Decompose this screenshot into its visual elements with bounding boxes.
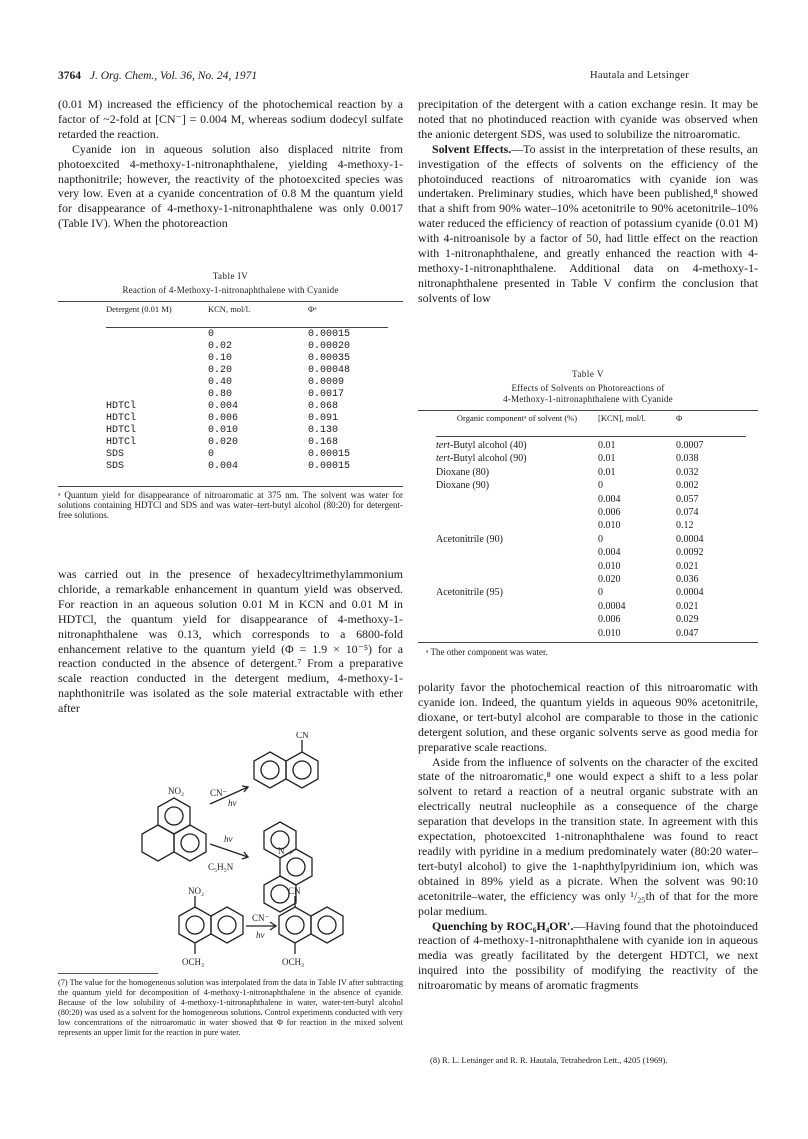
table-cell: 0.021: [676, 600, 699, 612]
scheme-label: N: [278, 846, 285, 856]
table-title: Table IV: [212, 271, 249, 281]
table-cell: [106, 377, 208, 389]
table-cell: SDS: [106, 461, 125, 472]
scheme-label: C₅H₅N: [208, 862, 234, 872]
table-cell: [436, 627, 598, 640]
journal-citation: J. Org. Chem., Vol. 36, No. 24, 1971: [89, 70, 258, 82]
table-iv: [58, 271, 403, 520]
table-caption: 4-Methoxy-1-nitronaphthalene with Cyanide: [503, 394, 673, 404]
footnote-rule: [58, 973, 158, 974]
table-cell: 0.0009: [308, 377, 345, 388]
paragraph: polarity favor the photochemical reaction of this nitroaromatic with cyanide ion. Indeed, the quantum yields in aqueous 90% acetonitrile, dioxane, or tert-butyl alcohol are comparable to those in the cationic detergent solution, and these organic solvents serve as good media for preparative scale reactions.: [418, 680, 758, 754]
scheme-label: OCH₃: [182, 957, 205, 967]
nitronaphthalene-structure: [142, 798, 206, 861]
table-cell: 0.01: [598, 453, 616, 465]
table-cell: [106, 353, 208, 365]
table-cell: [106, 341, 208, 353]
table-row: [106, 413, 386, 425]
table-cell: [106, 329, 208, 341]
table-cell: 0.01: [598, 466, 616, 478]
right-column-top: [418, 97, 758, 306]
table-row: [436, 506, 746, 519]
table-footnote: ᵃ Quantum yield for disappearance of nitroaromatic at 375 nm. The solvent was water for solutions containing HDTCl and SDS and was water–tert-butyl alcohol (80:20) for detergent-free solutions.: [58, 490, 403, 520]
table-cell: SDS: [106, 449, 125, 460]
table-row: [436, 452, 746, 465]
scheme-label: OCH₃: [282, 957, 305, 967]
table-row: [106, 377, 386, 389]
column-header: Detergent (0.01 M): [106, 304, 172, 314]
table-cell: 0.032: [676, 466, 699, 478]
table-cell: 0.006: [598, 507, 621, 519]
table-row: [106, 449, 386, 461]
left-column-top: [58, 97, 403, 231]
table-cell: 0.057: [676, 493, 699, 505]
column-header: Organic componentᵃ of solvent (%): [456, 413, 578, 423]
scheme-label: CN: [288, 886, 301, 896]
table-cell: tert-Butyl alcohol (90): [436, 453, 527, 465]
table-row: [436, 439, 746, 452]
scheme-label: NO₂: [168, 786, 185, 796]
table-row: [106, 329, 386, 341]
right-column-bottom: [418, 680, 758, 993]
methoxynaphthonitrile-structure: [279, 896, 343, 954]
column-header: Φ: [676, 413, 683, 423]
table-rule: [58, 486, 403, 487]
paragraph: Aside from the influence of solvents on the character of the excited state of the nitroaromatic,⁸ one would expect a shift to a less polar solvent to retard a reaction of a neutral organic substrate with an electrically neutral nucleophile as a consequence of the charge separation that develops in the transition state. In agreement with this expectation, photoexcited 1-nitronaphthalene was found to react readily with pyridine in a medium predominately water (80:20 water–tert-butyl alcohol) to give the 1-naphthylpyridinium ion, which was obtained in 89% yield as a picrate. When the solvent was 90:10 acetonitrile–water, the efficiency was only ¹/₂₅th of that for the more polar medium.: [418, 754, 758, 918]
table-cell: 0.020: [208, 437, 239, 448]
table-cell: 0.0004: [598, 600, 626, 612]
table-cell: HDTCl: [106, 413, 137, 424]
table-row: [106, 341, 386, 353]
scheme-label: hν: [228, 798, 237, 808]
reaction-scheme: [120, 732, 380, 972]
table-cell: 0.010: [208, 425, 239, 436]
table-cell: [106, 389, 208, 401]
table-caption: Effects of Solvents on Photoreactions of: [511, 383, 665, 393]
table-cell: [106, 365, 208, 377]
table-cell: [436, 613, 598, 626]
table-v-header: [436, 413, 746, 423]
table-iv-rows: [106, 329, 386, 473]
table-v: [418, 369, 758, 657]
table-cell: 0: [598, 480, 603, 492]
scheme-label: +: [288, 848, 294, 858]
table-cell: 0.010: [598, 520, 621, 532]
table-cell: 0.00020: [308, 341, 351, 352]
table-row: [436, 519, 746, 532]
table-row: [106, 365, 386, 377]
scheme-label: hν: [224, 834, 233, 844]
table-cell: 0.004: [208, 461, 239, 472]
table-cell: 0.40: [208, 377, 233, 388]
table-cell: [436, 493, 598, 506]
table-rule: [418, 642, 758, 643]
paragraph: Solvent Effects.—To assist in the interpretation of these results, an investigation of the effects of solvents on the efficiency of the photoinduced reactions of nitroaromatics with cyanide ion was undertaken. Preliminary studies, which have been published,⁸ showed that a shift from 90% water–10% acetonitrile to 90% acetonitrile–10% water reduced the efficiency of reaction of potassium cyanide (0.01 M) with 4-nitroanisole by a factor of 50, had little effect on the reaction with 1-nitronaphthalene, and greatly enhanced the reaction with 4-methoxy-1-nitronaphthalene. Additional data on 4-methoxy-1-nitronaphthalene presented in Table V confirm the conclusion that solvents of low: [418, 141, 758, 305]
table-cell: 0.038: [676, 453, 699, 465]
table-cell: HDTCl: [106, 401, 137, 412]
table-cell: [436, 519, 598, 532]
table-cell: 0: [208, 449, 215, 460]
table-row: [436, 586, 746, 599]
table-cell: 0.00048: [308, 365, 351, 376]
table-row: [106, 353, 386, 365]
table-title: Table V: [572, 369, 604, 379]
table-row: [436, 573, 746, 586]
footnote-7: (7) The value for the homogeneous solution was interpolated from the data in Table IV after subtracting the quantum yield for decomposition of 4-methoxy-1-nitronaphthalene in the absence of cyanide. Because of the low solubility of 4-methoxy-1-nitronaphthalene in water, water-tert-butyl alcohol (80:20) was used as a solvent for the homogeneous solutions. Control experiments conducted with very low concentrations of the nitroaromatic in water showed that Φ for reaction in the mixed solvent represents an upper limit for the reaction in pure water.: [58, 978, 403, 1037]
table-caption: Reaction of 4-Methoxy-1-nitronaphthalene with Cyanide: [122, 285, 339, 295]
table-cell: 0.006: [598, 614, 621, 626]
table-cell: 0.029: [676, 614, 699, 626]
table-cell: 0.091: [308, 413, 339, 424]
table-cell: 0.004: [598, 493, 621, 505]
table-cell: 0.10: [208, 353, 233, 364]
table-cell: [436, 573, 598, 586]
table-cell: 0.010: [598, 560, 621, 572]
table-cell: 0.004: [598, 547, 621, 559]
table-cell: 0.12: [676, 520, 694, 532]
table-cell: 0.002: [676, 480, 699, 492]
table-cell: 0.021: [676, 560, 699, 572]
scheme-label: hν: [256, 930, 265, 940]
table-cell: 0.036: [676, 574, 699, 586]
table-cell: 0.004: [208, 401, 239, 412]
table-row: [436, 493, 746, 506]
footnote-8: (8) R. L. Letsinger and R. R. Hautala, Tetrahedron Lett., 4205 (1969).: [430, 1055, 668, 1065]
scheme-label: NO₂: [188, 886, 205, 896]
section-heading: Solvent Effects.: [432, 141, 512, 156]
table-row: [106, 437, 386, 449]
table-cell: Dioxane (80): [436, 466, 490, 478]
scheme-label: CN⁻: [210, 788, 228, 798]
table-cell: 0.01: [598, 440, 616, 451]
table-cell: 0.074: [676, 507, 699, 519]
table-cell: 0.047: [676, 627, 699, 639]
table-rule: [106, 327, 388, 328]
paragraph: Cyanide ion in aqueous solution also displaced nitrite from photoexcited 4-methoxy-1-nitronaphthalene, yielding 4-methoxy-1-napthonitrile; however, the reactivity of the photoexcited species was very low. Even at a cyanide concentration of 0.8 M the quantum yield for disappearance of 4-methoxy-1-nitronaphthalene was only 0.0017 (Table IV). When the photoreaction: [58, 141, 403, 231]
column-header: [KCN], mol/l.: [598, 413, 646, 423]
table-cell: HDTCl: [106, 425, 137, 436]
table-cell: Acetonitrile (95): [436, 587, 503, 599]
running-header: [58, 70, 257, 82]
table-cell: Acetonitrile (90): [436, 533, 503, 545]
table-cell: 0.020: [598, 574, 621, 586]
table-cell: 0.0007: [676, 440, 704, 451]
table-cell: 0.130: [308, 425, 339, 436]
table-cell: 0.20: [208, 365, 233, 376]
paragraph: (0.01 M) increased the efficiency of the photochemical reaction by a factor of ~2-fold at [CN⁻] = 0.004 M, whereas sodium dodecyl sulfate retarded the reaction.: [58, 97, 403, 141]
table-rule: [436, 436, 746, 437]
table-cell: 0.80: [208, 389, 233, 400]
table-row: [106, 389, 386, 401]
table-iv-body: [106, 304, 386, 314]
scheme-label: CN⁻: [252, 913, 270, 923]
table-cell: 0: [208, 329, 215, 340]
table-cell: 0.0017: [308, 389, 345, 400]
paragraph: was carried out in the presence of hexadecyltrimethylammonium chloride, a remarkable enhancement in quantum yield was observed. For reaction in an aqueous solution 0.01 M in KCN and 0.01 M in HDTCl, the quantum yield for disappearance of 4-methoxy-1-nitronaphthalene was 0.13, which corresponds to a 6800-fold enhancement relative to the quantum yield (Φ = 1.9 × 10⁻⁵) for a reaction conducted in the absence of detergent.⁷ From a preparative scale reaction conducted in the detergent medium, 4-methoxy-1-naphthonitrile was isolated as the sole material extractable with ether after: [58, 567, 403, 716]
table-cell: 0: [598, 533, 603, 545]
table-cell: 0.0004: [676, 587, 704, 599]
table-cell: 0.00035: [308, 353, 351, 364]
table-row: [436, 466, 746, 479]
table-cell: [436, 560, 598, 573]
table-cell: 0.0092: [676, 547, 704, 559]
table-cell: 0.168: [308, 437, 339, 448]
running-authors: Hautala and Letsinger: [590, 70, 690, 81]
column-header: Φᵃ: [308, 304, 317, 314]
page-number: 3764: [58, 70, 81, 82]
methoxynitronaphthalene-structure: [179, 896, 243, 954]
scheme-label: CN: [296, 732, 309, 740]
table-cell: 0.02: [208, 341, 233, 352]
table-cell: [436, 600, 598, 613]
table-row: [106, 425, 386, 437]
table-cell: 0.00015: [308, 449, 351, 460]
table-cell: 0: [598, 587, 603, 599]
table-cell: [436, 506, 598, 519]
table-row: [436, 560, 746, 573]
table-row: [436, 613, 746, 626]
pyridinium-structure: [264, 822, 312, 912]
table-rule: [418, 410, 758, 411]
table-row: [436, 627, 746, 640]
table-v-rows: [436, 439, 746, 640]
table-cell: 0.010: [598, 627, 621, 639]
table-row: [106, 401, 386, 413]
table-rule: [58, 301, 403, 302]
table-row: [106, 461, 386, 473]
table-cell: Dioxane (90): [436, 480, 490, 492]
table-row: [436, 533, 746, 546]
naphthonitrile-structure: [254, 740, 318, 788]
table-cell: 0.00015: [308, 461, 351, 472]
paragraph: precipitation of the detergent with a cation exchange resin. It may be noted that no photinduced reaction with cyanide was observed when the anionic detergent SDS, was used to solubilize the nitroaromatic.: [418, 97, 758, 141]
column-header: KCN, mol/l.: [208, 304, 251, 314]
table-cell: 0.068: [308, 401, 339, 412]
table-cell: [436, 546, 598, 559]
table-cell: 0.0004: [676, 533, 704, 545]
table-row: [436, 546, 746, 559]
table-cell: tert-Butyl alcohol (40): [436, 440, 527, 451]
table-row: [436, 479, 746, 492]
paragraph: Quenching by ROC₆H₄OR′.—Having found that the photoinduced reaction of 4-methoxy-1-nitronaphthalene with cyanide ion in aqueous media was greatly facilitated by the detergent HDTCl, we next inquired into the possibility of modifying the reactivity of the nitroaromatic by means of aromatic fragments: [418, 918, 758, 993]
table-cell: HDTCl: [106, 437, 137, 448]
table-footnote: ᵃ The other component was water.: [426, 647, 548, 657]
table-cell: 0.00015: [308, 329, 351, 340]
table-cell: 0.006: [208, 413, 239, 424]
section-heading: Quenching by ROC₆H₄OR′.: [432, 918, 574, 933]
table-row: [436, 600, 746, 613]
left-column-bottom: [58, 567, 403, 716]
